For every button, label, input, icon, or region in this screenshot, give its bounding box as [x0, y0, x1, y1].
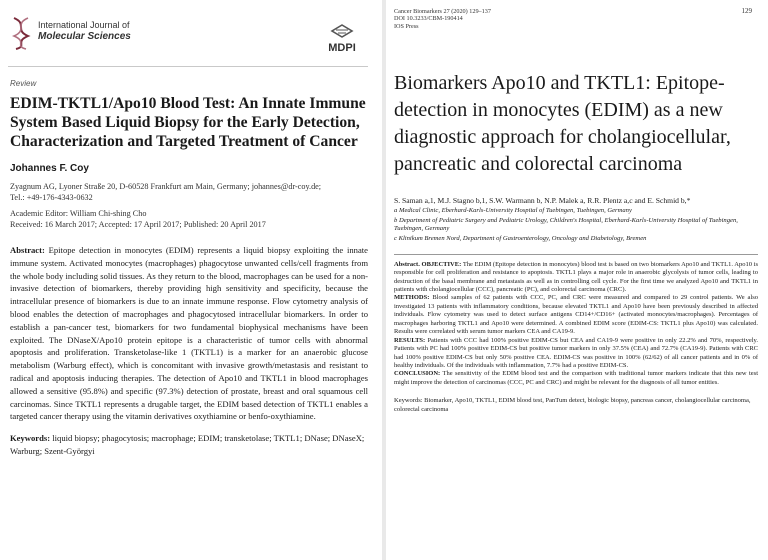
- journal-header: [8, 0, 368, 66]
- author-affiliation: Zyagnum AG, Lyoner Straße 20, D-60528 Frankfurt am Main, Germany; johannes@dr-coy.de;: [10, 182, 322, 191]
- affiliation-b: b Department of Pediatric Surgery and Pediatric Urology, Children's Hospital, Eberhard-Karls-University Hospital of Tuebingen, Tuebingen, Germany: [394, 216, 738, 233]
- journal-line-1: International Journal of: [38, 20, 130, 30]
- keywords: [394, 397, 758, 414]
- publisher-press: IOS Press: [394, 22, 419, 30]
- mdpi-logo-icon: [318, 24, 366, 54]
- left-paper-page: [0, 0, 382, 560]
- page-number: 129: [741, 7, 752, 15]
- author-telephone: Tel.: +49-176-4343-0632: [10, 192, 93, 202]
- conclusion-text: The sensitivity of the EDIM blood test and the comparison with traditional tumor markers indicate that this new test might improve the detection of carcinomas (CCC, PC and CRC) and might be relevant for the diagnosis of all tumor entities.: [394, 370, 759, 386]
- methods-heading: METHODS:: [394, 294, 430, 302]
- publication-dates: Received: 16 March 2017; Accepted: 17 April 2017; Published: 20 April 2017: [10, 219, 266, 229]
- keywords-text: liquid biopsy; phagocytosis; macrophage; EDIM; transketolase; TKTL1; DNase; DNaseX; Warburg; Szent-Györgyi: [10, 433, 365, 456]
- abstract: [394, 261, 758, 388]
- keywords: [10, 432, 368, 457]
- article-type: Review: [10, 79, 37, 88]
- author-list: S. Saman a,1, M.J. Stagno b,1, S.W. Warmann b, N.P. Malek a, R.R. Plentz a,c and E. Schmid b,*: [394, 196, 691, 206]
- abstract-text: Epitope detection in monocytes (EDIM) represents a liquid biopsy exploiting the innate immune system. Activated monocytes (macrophages) phagocytose unwanted cells/cell fragments from the whole body including solid tissues. As they return to the blood, macrophages can be used for a non-invasive detection of biomarkers, thereby providing high sensitivity and specificity, because the intracellular presence of biomarkers is due to an innate immune response. Flow cytometry analysis of blood enables the detection of macrophages and phagocytosed intracellular biomarkers. In order to establish a pan-cancer test, biomarkers for two fundamental biophysical mechanisms have been exploited. The DNaseX/Apo10 protein epitope is a characteristic of tumor cells with abnormal apoptosis and proliferation. Transketolase-like 1 (TKTL1) is a marker for an anaerobic glucose metabolism (Warburg effect), which is concomitant with invasive growth/metastasis and resistant to radical and apoptosis inducing therapies. The detection of Apo10 and TKTL1 in blood macrophages allowed a sensitive (95.8%) and specific (97.3%) detection of prostate, breast and oral squamous cell carcinomas. Since TKTL1 represents a drugable target, the EDIM based detection of TKTL1 enables a targeted cancer therapy using the vitamin derivatives oxythiamine or benfo-oxythiamine.: [10, 245, 368, 422]
- dna-helix-logo-icon: [10, 16, 32, 50]
- paper-title: EDIM-TKTL1/Apo10 Blood Test: An Innate Immune System Based Liquid Biopsy for the Early Detection, Characterization and Targeted Treatment of Cancer: [10, 95, 366, 150]
- abstract-rule: [394, 254, 758, 255]
- affiliation-a: a Medical Clinic, Eberhard-Karls-University Hospital of Tuebingen, Tuebingen, Germany: [394, 207, 632, 215]
- journal-line-2: Molecular Sciences: [38, 31, 131, 42]
- right-paper-page: [386, 0, 768, 560]
- publisher-name: MDPI: [328, 42, 356, 54]
- author-name: Johannes F. Coy: [10, 163, 89, 174]
- abstract-methods: [394, 294, 758, 336]
- conclusion-heading: CONCLUSION:: [394, 370, 441, 378]
- abstract-conclusion: [394, 370, 758, 387]
- keywords-label: Keywords:: [394, 397, 423, 405]
- results-heading: RESULTS:: [394, 336, 426, 344]
- abstract-results: [394, 337, 758, 371]
- paper-title: Biomarkers Apo10 and TKTL1: Epitope-detection in monocytes (EDIM) as a new diagnostic approach for cholangiocellular, pancreatic and colorectal carcinoma: [394, 72, 731, 176]
- abstract-label: Abstract:: [10, 245, 45, 255]
- journal-reference: Cancer Biomarkers 27 (2020) 129–137: [394, 8, 491, 15]
- keywords-label: Keywords:: [10, 433, 51, 444]
- abstract-objective: [394, 261, 758, 295]
- objective-heading: OBJECTIVE:: [421, 260, 462, 268]
- journal-name: [38, 20, 131, 42]
- header-rule: [8, 66, 368, 67]
- objective-text: The EDIM (Epitope detection in monocytes) blood test is based on two biomarkers Apo10 and TKTL1. Apo10 is responsible for cell proliferation and resistance to apoptosis. TKTL1 plays a major role in anaerobic glycolysis of tumor cells, leading to destruction of the basal membrane and metastasis as well as in controlling cell cycle. For the first time we analyzed Apo10 and TKTL1 in patients with cholangiocellular (CCC), pancreatic (PC), and colorectal carcinoma (CRC).: [394, 260, 759, 293]
- affiliation-c: c Klinikum Bremen Nord, Department of Gastroenterology, Oncology and Diabetology, Bremen: [394, 235, 647, 242]
- keywords-text: Biomarker, Apo10, TKTL1, EDIM blood test, PanTum detect, biologic biopsy, pancreas cancer, cholangiocellular carcinoma, colorectal carcinoma: [394, 397, 751, 413]
- doi: DOI 10.3233/CBM-190414: [394, 15, 463, 23]
- journal-metadata: [394, 0, 758, 30]
- methods-text: Blood samples of 62 patients with CCC, PC, and CRC were measured and compared to 29 control patients. We also investigated 13 patients with inflammatory conditions, because elevated TKTL1 and Apo10 have been previously described in affected individuals. Flow cytometry was used to detect surface antigens CD14+/CD16+ (activated monocytes/macrophages). Percentages of macrophages harboring TKTL1 and Apo10 were determined. A combined EDIM score (EDIM-CS: TKTL1 plus Apo10) was calculated. Results were correlated with serum tumor markers CEA and CA19-9.: [394, 294, 759, 336]
- academic-editor: Academic Editor: William Chi-shing Cho: [10, 209, 147, 218]
- abstract: [10, 244, 368, 423]
- results-text: Patients with CCC had 100% positive EDIM-CS but CEA and CA19-9 were positive in only 22.2% and 70%, respectively. Patients with PC had 100% positive EDIM-CS but positive tumor markers in only 37.5% (CEA) and 72.7% (CA19-9). Patients with CRC had 100% positive EDIM-CS but only 50% positive CEA. EDIM-CS was positive in 100% (62/62) of all cancer patients and in 0% of healthy individuals. Of the individuals with inflammation, 7.7% had a positive EDIM-CS.: [394, 336, 759, 370]
- abstract-label: Abstract.: [394, 260, 420, 268]
